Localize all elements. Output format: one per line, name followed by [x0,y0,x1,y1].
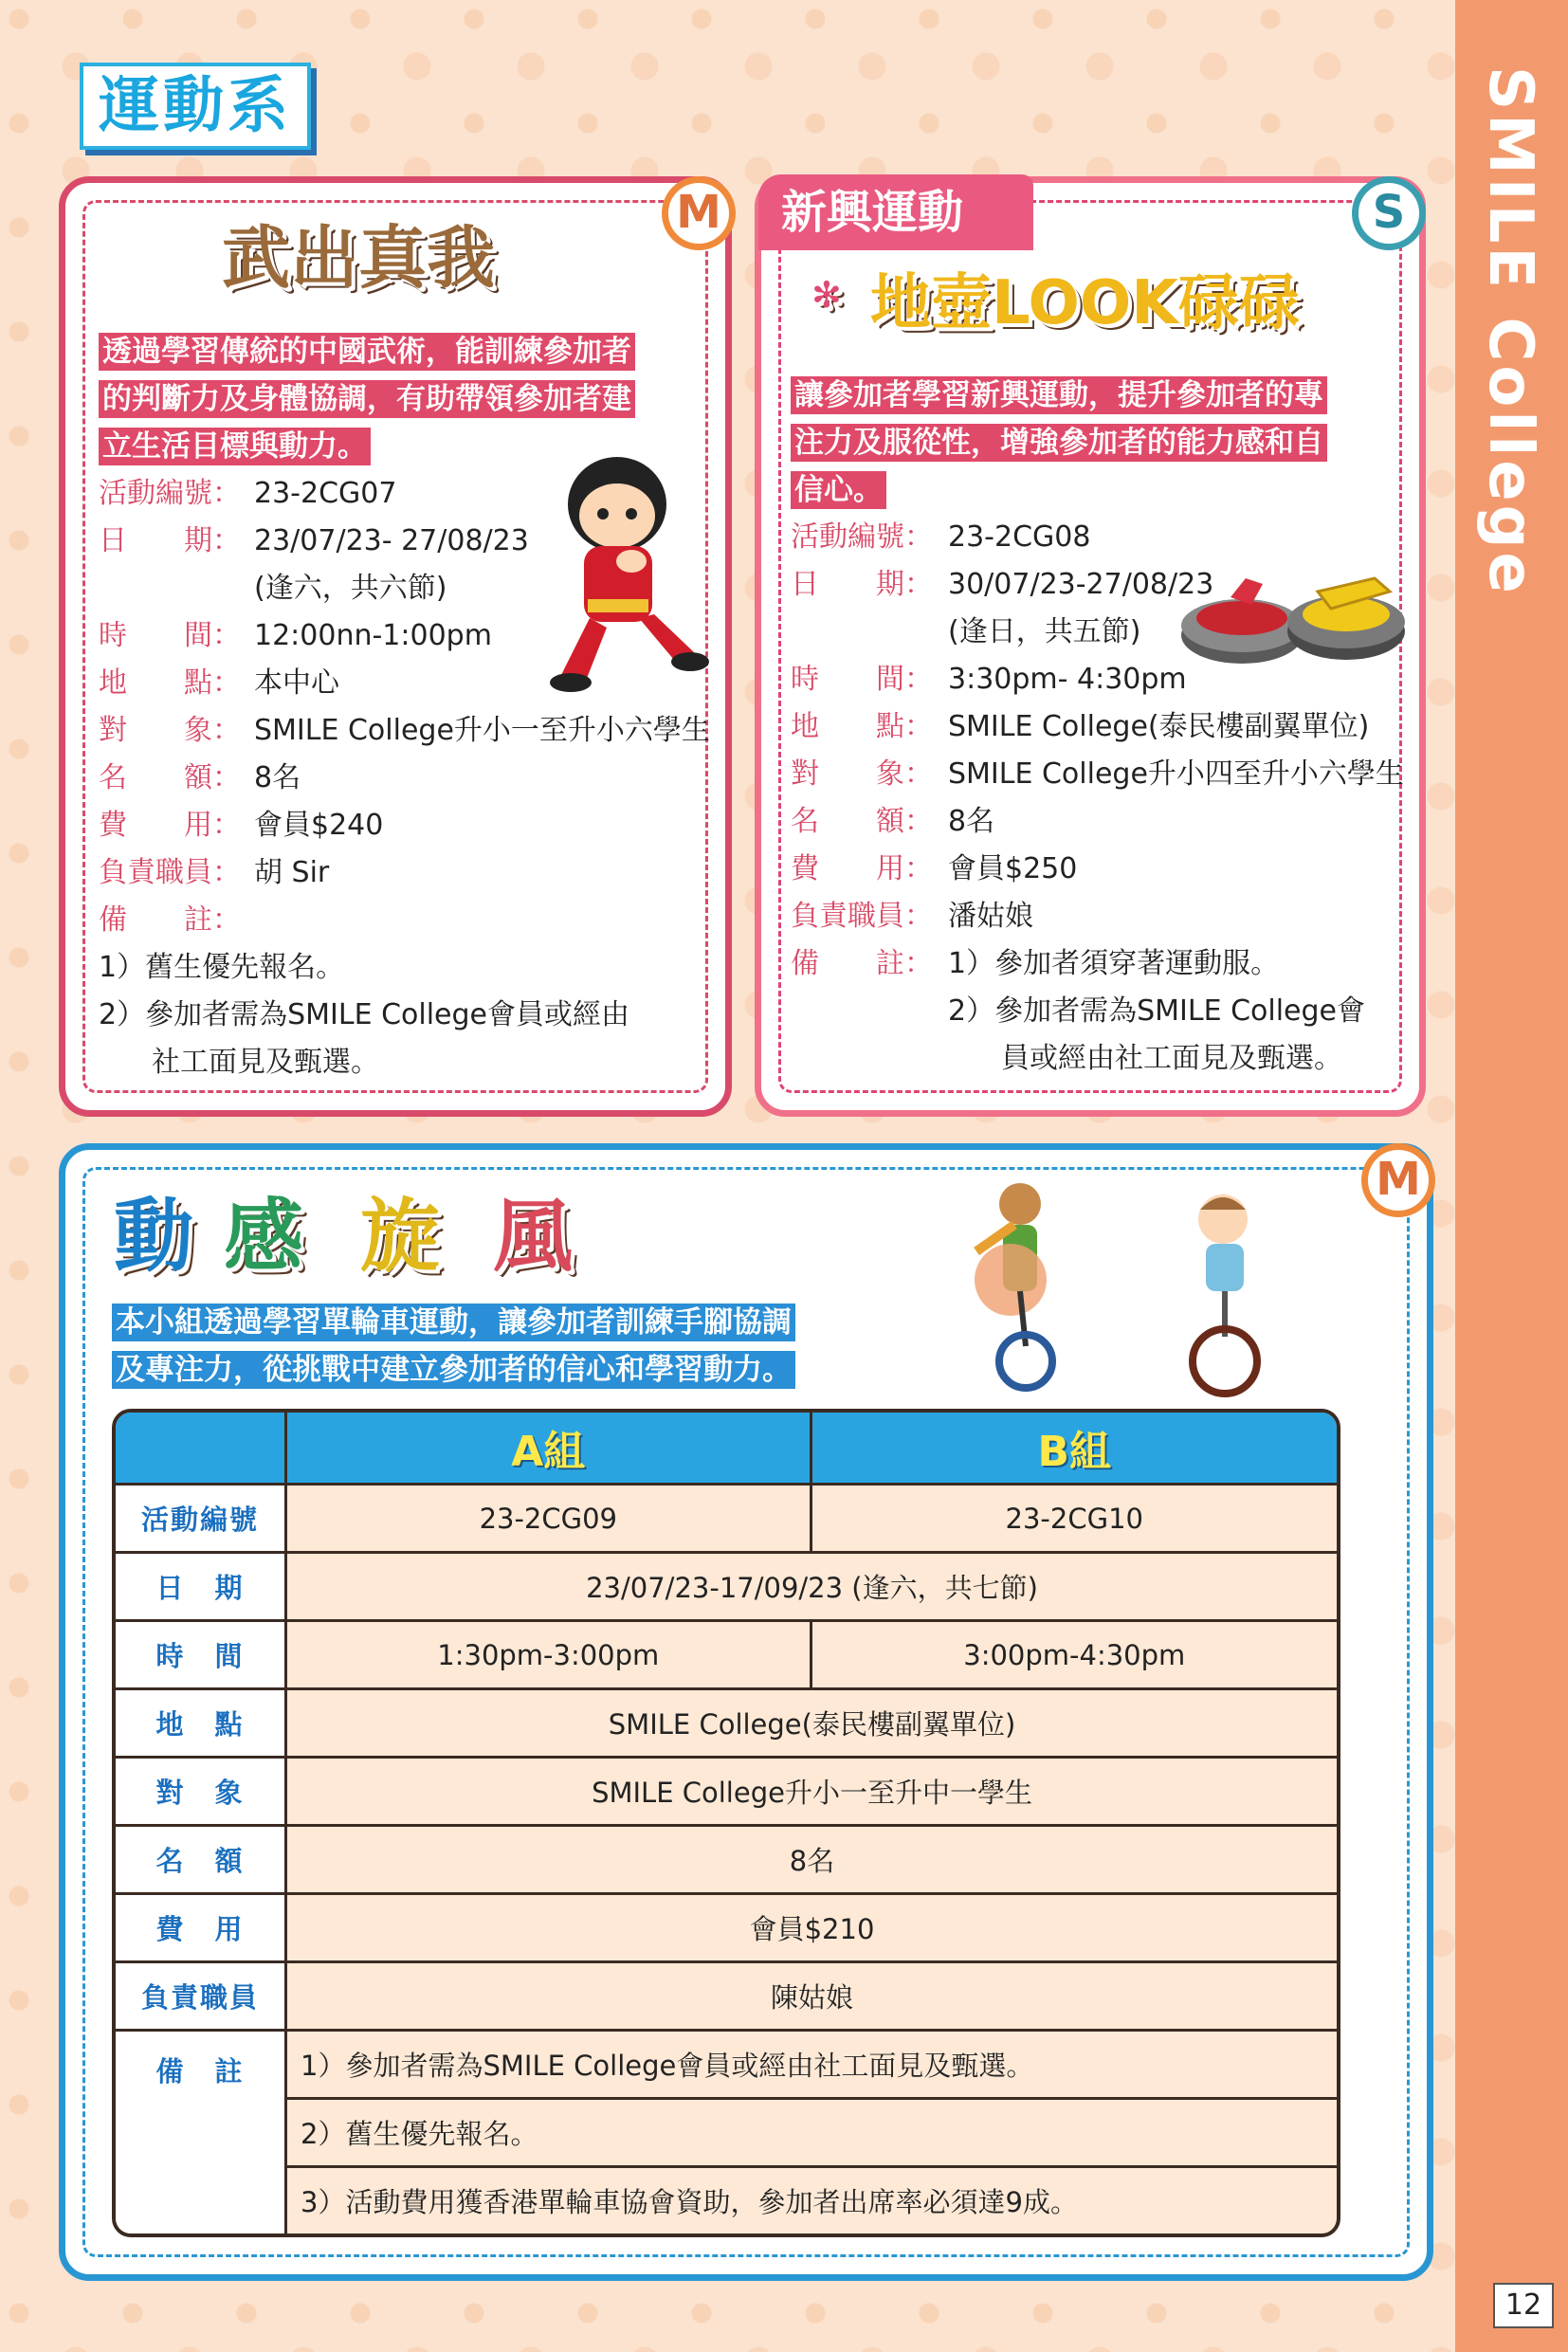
curling-info: 活動編號： 23-2CG08 日 期： 30/07/23-27/08/23 (逢日，共五節) 時 間： 3:30pm- 4:30pm 地 點： SMILE College(泰民樓副翼單位) 對 象： SMILE College升小四至升小六學生 名 額： 8名 費 用： 會員$250 負責職員： 潘姑娘 備 註： 1）參加者須穿著運動服。 2）參加者需為SMILE College會 員或經由社工面見及甄選。 [791,520,1404,1075]
table-cell: 3:00pm-4:30pm [812,1619,1337,1687]
table-row [116,2029,1337,2097]
asterisk-icon: ✻ [811,274,842,316]
table-cell: 1:30pm-3:00pm [287,1619,811,1687]
table-cell: 會員$210 [287,1892,1337,1960]
kungfu-boy-illustration [527,438,717,703]
new-sport-tag: 新興運動 [758,174,1033,250]
table-row [116,1892,1337,1960]
table-row [116,1483,1337,1551]
unicycle-title-char: 感 [224,1190,304,1283]
table-cell: 1）參加者需為SMILE College會員或經由社工面見及甄選。 [287,2029,1337,2097]
table-cell: 23/07/23-17/09/23 (逢六，共七節) [287,1551,1337,1619]
table-header-group-b: B組 [812,1413,1337,1483]
wushu-info: 活動編號： 23-2CG07 日 期： 23/07/23- 27/08/23 (逢六，共六節) 時 間： 12:00nn-1:00pm 地 點： 本中心 對 象： SMILE College升小一至升小六學生 名 額： 8名 費 用： 會員$240 負責職員： 胡 Sir 備 註： 1）舊生優先報名。 2）參加者需為SMILE College會員或經由 社工面見及甄選。 [99,477,710,1079]
table-row [116,1687,1337,1756]
table-row [116,1756,1337,1824]
row-label: 日 期 [116,1551,287,1619]
table-header-row [116,1413,1337,1483]
table-row [116,1960,1337,2029]
row-label: 費 用 [116,1892,287,1960]
table-row [116,1824,1337,1892]
row-label: 地 點 [116,1687,287,1756]
table-cell: 2）舊生優先報名。 [287,2097,1337,2165]
curling-description: 讓參加者學習新興運動，提升參加者的專 注力及服從性，增強參加者的能力感和自 信心。 [791,372,1397,514]
table-row [116,1551,1337,1619]
row-label: 對 象 [116,1756,287,1824]
unicycle-title-char: 旋 [360,1190,441,1283]
curling-title: 地壺LOOK碌碌 [870,268,1300,338]
side-title: SMILE College [1475,66,1545,597]
wushu-description: 透過學習傳統的中國武術，能訓練參加者 的判斷力及身體協調，有助帶領參加者建 立生活目標與動力。 [99,328,705,470]
section-heading: 運動系 [80,63,311,150]
table-cell: 23-2CG10 [812,1483,1337,1551]
table-cell: SMILE College(泰民樓副翼單位) [287,1687,1337,1756]
wushu-title: 武出真我 [222,218,496,298]
level-badge-m-icon: M [1361,1143,1435,1217]
row-label: 負責職員 [116,1960,287,2029]
curling-stones-illustration [1176,559,1413,673]
table-cell: 23-2CG09 [287,1483,811,1551]
level-badge-m-icon: M [662,176,736,250]
unicycle-title-char: 風 [493,1190,574,1283]
table-row [116,2165,1337,2233]
unicycle-riders-illustration [957,1176,1318,1403]
table-header-blank [116,1413,287,1483]
table-row [116,2097,1337,2165]
unicycle-description: 本小組透過學習單輪車運動，讓參加者訓練手腳協調 及專注力，從挑戰中建立參加者的信心和學習動力。 [112,1299,965,1394]
row-label: 備 註 [116,2029,287,2233]
row-label: 活動編號 [116,1483,287,1551]
table-cell: 陳姑娘 [287,1960,1337,2029]
unicycle-title-char: 動 [114,1190,194,1283]
page-number: 12 [1493,2283,1554,2328]
row-label: 名 額 [116,1824,287,1892]
row-label: 時 間 [116,1619,287,1687]
table-cell: SMILE College升小一至升中一學生 [287,1756,1337,1824]
table-row [116,1619,1337,1687]
unicycle-schedule-table [112,1409,1340,2237]
level-badge-s-icon: S [1352,176,1426,250]
table-cell: 8名 [287,1824,1337,1892]
table-cell: 3）活動費用獲香港單輪車協會資助，參加者出席率必須達9成。 [287,2165,1337,2233]
table-header-group-a: A組 [287,1413,811,1483]
